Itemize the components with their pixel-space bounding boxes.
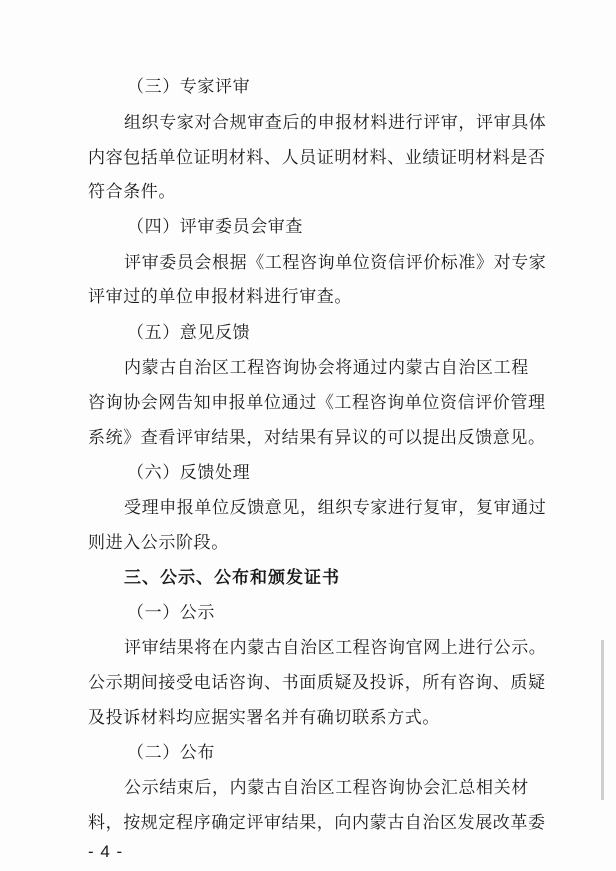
page-number: - 4 - [88, 842, 124, 861]
paragraph-line: 评审委员会根据《工程咨询单位资信评价标准》对专家 [124, 253, 547, 273]
paragraph-line: 系统》查看评审结果，对结果有异议的可以提出反馈意见。 [88, 428, 546, 448]
paragraph-line: 咨询协会网告知申报单位通过《工程咨询单位资信评价管理 [88, 393, 546, 413]
paragraph-line: 料，按规定程序确定评审结果，向内蒙古自治区发展改革委 [88, 813, 546, 833]
paragraph-line: 公示结束后，内蒙古自治区工程咨询协会汇总相关材 [124, 778, 529, 798]
paragraph-line: 公示期间接受电话咨询、书面质疑及投诉，所有咨询、质疑 [88, 673, 546, 693]
scan-edge-mark [601, 640, 604, 800]
section-heading-publicity: 三、公示、公布和颁发证书 [124, 568, 340, 588]
paragraph-line: 则进入公示阶段。 [88, 533, 229, 553]
paragraph-line: 内蒙古自治区工程咨询协会将通过内蒙古自治区工程 [124, 358, 529, 378]
subheading-feedback: （五）意见反馈 [127, 323, 251, 343]
subheading-publicity: （一）公示 [127, 603, 215, 623]
paragraph-line: 评审结果将在内蒙古自治区工程咨询官网上进行公示。 [124, 638, 547, 658]
paragraph-line: 评审过的单位申报材料进行审查。 [88, 287, 352, 307]
paragraph-line: 受理申报单位反馈意见，组织专家进行复审，复审通过 [124, 498, 547, 518]
paragraph-line: 组织专家对合规审查后的申报材料进行评审，评审具体 [124, 113, 547, 133]
subheading-committee-review: （四）评审委员会审查 [127, 217, 303, 237]
paragraph-line: 内容包括单位证明材料、人员证明材料、业绩证明材料是否 [88, 148, 546, 168]
paragraph-line: 及投诉材料均应据实署名并有确切联系方式。 [88, 708, 440, 728]
subheading-announcement: （二）公布 [127, 743, 215, 763]
paragraph-line: 符合条件。 [88, 182, 176, 202]
subheading-expert-review: （三）专家评审 [127, 77, 251, 97]
subheading-feedback-handling: （六）反馈处理 [127, 463, 251, 483]
